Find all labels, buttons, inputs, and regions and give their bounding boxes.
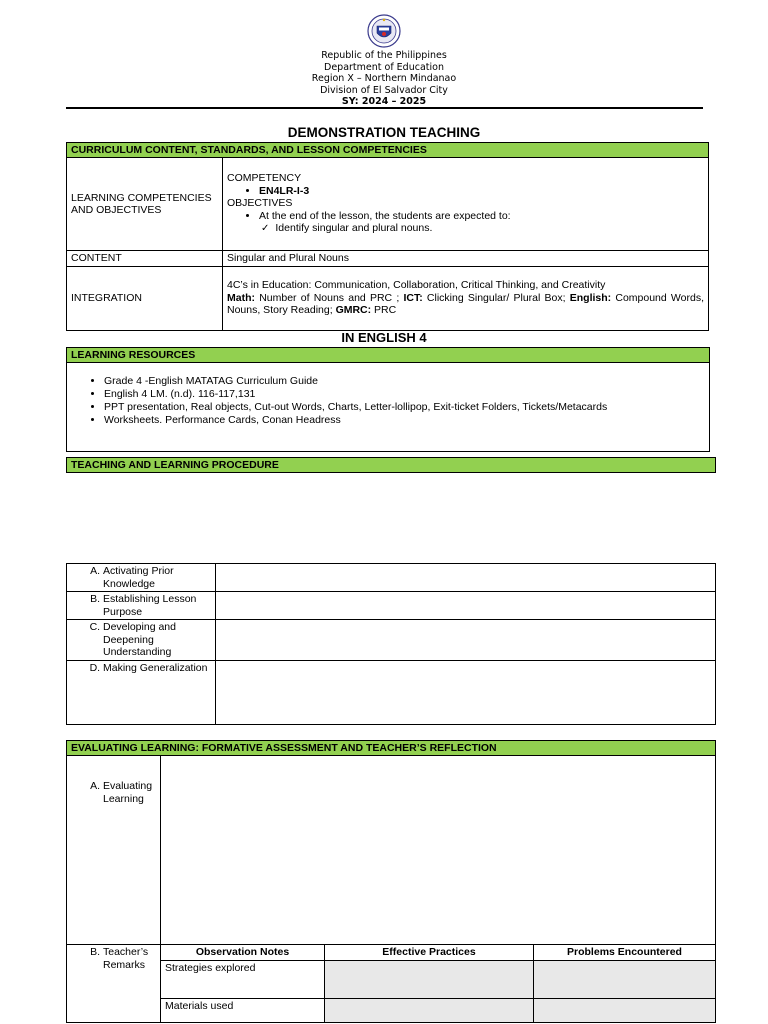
evaluating-content [161,756,716,945]
remarks-label: B. Teacher’s Remarks [103,946,156,971]
procedure-table [66,563,716,725]
procedure-step: C. Developing and Deepening Understanding [103,621,211,659]
integration-subjects: Math: Number of Nouns and PRC ; ICT: Clicking Singular/ Plural Box; English: Compound Words, Nouns, Story Reading; GMRC: PRC [227,291,704,317]
subject-subtitle: IN ENGLISH 4 [341,330,427,345]
evaluation-table [66,755,716,1023]
remarks-row [67,998,716,1022]
curriculum-heading: CURRICULUM CONTENT, STANDARDS, AND LESSON COMPETENCIES [66,142,709,158]
remarks-row-label: Strategies explored [161,960,325,998]
page-title: DEMONSTRATION TEACHING [287,125,481,140]
curriculum-table [66,157,709,331]
objective-item: ✓ Identify singular and plural nouns. [277,222,704,236]
procedure-row [67,660,716,724]
deped-seal-icon [367,14,401,48]
resource-item: • Grade 4 -English MATATAG Curriculum Guide [104,375,709,388]
procedure-step: A. Activating Prior Knowledge [103,565,211,590]
procedure-content [216,564,716,592]
resources-section [66,347,710,452]
resource-item: • Worksheets. Performance Cards, Conan Headress [104,414,709,427]
evaluating-label: A. Evaluating Learning [103,780,156,805]
integration-row [67,266,709,330]
evaluation-heading: EVALUATING LEARNING: FORMATIVE ASSESSMENT AND TEACHER’S REFLECTION [66,740,716,756]
procedure-content [216,620,716,661]
resources-list [67,375,709,427]
competency-label: COMPETENCY [227,172,302,185]
remarks-cell [534,960,716,998]
procedure-row [67,620,716,661]
header-department: Department of Education [324,61,444,73]
header-school-year: SY: 2024 – 2025 [341,96,427,108]
remarks-row [67,960,716,998]
resources-heading: LEARNING RESOURCES [66,347,710,363]
header-divider [66,107,703,109]
lco-label: LEARNING COMPETENCIES AND OBJECTIVES [67,158,223,251]
curriculum-section [66,142,709,331]
header-region: Region X – Northern Mindanao [311,73,457,85]
col-observation-notes: Observation Notes [161,945,325,961]
remarks-header-row [67,945,716,961]
procedure-heading: TEACHING AND LEARNING PROCEDURE [66,457,716,473]
content-label: CONTENT [67,251,223,267]
procedure-step: B. Establishing Lesson Purpose [103,593,211,618]
header-republic: Republic of the Philippines [321,50,447,61]
resource-item: • English 4 LM. (n.d). 116-117,131 [104,388,709,401]
procedure-content [216,660,716,724]
competencies-row [67,158,709,251]
resource-item: • PPT presentation, Real objects, Cut-out Words, Charts, Letter-lollipop, Exit-ticket Folders, Tickets/Metacards [104,401,709,414]
remarks-row-label: Materials used [161,998,325,1022]
col-problems-encountered: Problems Encountered [534,945,716,961]
resources-box [66,362,710,452]
content-value: Singular and Plural Nouns [223,251,709,267]
evaluation-section [66,740,716,1023]
competencies-cell [223,158,709,251]
remarks-cell [534,998,716,1022]
col-effective-practices: Effective Practices [325,945,534,961]
objective-intro: • At the end of the lesson, the students are expected to: [259,210,704,223]
document-header [0,14,768,108]
integration-4cs: 4C’s in Education: Communication, Collaboration, Critical Thinking, and Creativity [227,279,606,292]
procedure-row [67,592,716,620]
procedure-row [67,564,716,592]
integration-value [223,266,709,330]
remarks-cell [325,998,534,1022]
content-row [67,251,709,267]
remarks-cell [325,960,534,998]
evaluating-row [67,756,716,945]
integration-label: INTEGRATION [67,266,223,330]
objectives-label: OBJECTIVES [227,197,293,210]
procedure-step: D. Making Generalization [103,662,211,675]
competency-code: • EN4LR-I-3 [259,185,704,198]
header-division: Division of El Salvador City [320,84,448,96]
procedure-content [216,592,716,620]
